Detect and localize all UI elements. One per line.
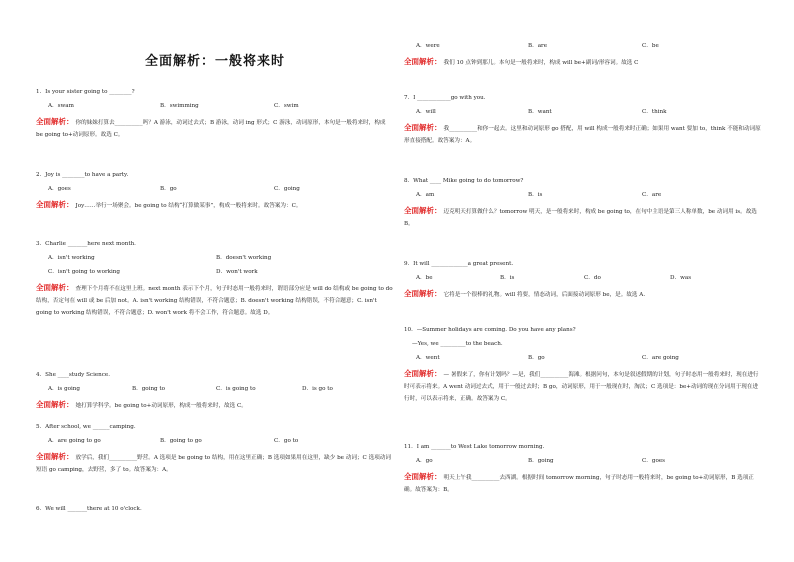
option-c: C．be: [642, 43, 659, 49]
question-stem: 5．After school, we ______camping.: [36, 424, 136, 430]
analysis-text: 查理下个月将不在这里上班。next month 表示下个月，句子时态用一般将来时，谓语部分应是 will do 结构或 be going to do 结构，否定句在 will 或 be 后加 not。A. isn't working 结构错误，不符合题意；B. doesn't working 结构错误，不符合题意；C. isn't going to working 结构错误，不符合题意；D. won't work 将不会工作，符合题意。故选 D。: [36, 286, 393, 316]
analysis-text: 我们 10 点钟到那儿。本句是一般将来时，构成 will be+副词/形容词。故选 C: [443, 60, 639, 66]
answer-label: 全面解析：: [404, 472, 442, 481]
option-b: B．is: [528, 192, 543, 198]
question-6: [36, 505, 394, 513]
option-row: [404, 457, 762, 465]
question-5: [36, 423, 394, 476]
option-row: [36, 185, 394, 193]
option-a: A．be: [416, 275, 433, 281]
option-b: B．go: [160, 186, 177, 192]
option-row: [404, 354, 762, 362]
option-d: D．is go to: [302, 386, 333, 392]
question-stem: 2．Joy is ________to have a party.: [36, 172, 129, 178]
option-d: D．won't work: [216, 269, 258, 275]
option-b: B．swimming: [160, 103, 199, 109]
answer-label: 全面解析：: [404, 123, 442, 132]
analysis-text: 明天上午我__________去西湖。根据时间 tomorrow morning，句子时态用一般将来时，be going to+动词原形，B 选项正确。故答案为：B。: [404, 475, 754, 493]
option-c: C．are: [642, 192, 662, 198]
answer-analysis: [36, 282, 394, 319]
option-a: A．will: [416, 109, 436, 115]
option-a: A．were: [416, 43, 440, 49]
option-b: B．going: [528, 458, 554, 464]
answer-analysis: [404, 368, 762, 405]
option-row: [404, 191, 762, 199]
option-c: C．swim: [274, 103, 299, 109]
option-c: C．going: [274, 186, 300, 192]
question-9: [404, 260, 762, 301]
option-a: A．isn't working: [48, 255, 95, 261]
question-10: [404, 326, 762, 405]
question-stem: 7．I ____________go with you.: [404, 95, 486, 101]
question-stem: 8．What ____ Mike going to do tomorrow?: [404, 178, 524, 184]
option-a: A．are going to go: [48, 438, 101, 444]
option-c: C．is going to: [216, 386, 256, 392]
answer-analysis: [36, 399, 394, 412]
option-c: C．think: [642, 109, 667, 115]
analysis-text: 它将是一个很棒的礼物。will 将要，情态动词，后面接动词原形 be，是。故选 A.: [443, 292, 646, 298]
option-a: A．am: [416, 192, 435, 198]
document-title: 全面解析：一般将来时: [144, 54, 285, 69]
answer-analysis: [36, 451, 394, 476]
analysis-text: 迈克明天打算做什么？tomorrow 明天，是一般将来时，构成 be going to，在句中主语是第三人称单数，be 动词用 is。故选 B。: [404, 209, 757, 227]
question-stem: 3．Charlie _______here next month.: [36, 241, 136, 247]
answer-label: 全面解析：: [404, 206, 442, 215]
answer-label: 全面解析：: [36, 400, 74, 409]
analysis-text: 你的妹妹打算去__________吗？A 游泳，动词过去式；B 游泳，动词 ing 形式；C 游泳，动词原形，本句是一般将来时，构成 be going to+动词原形。故选 C。: [36, 120, 386, 138]
answer-label: 全面解析：: [36, 117, 74, 126]
option-b: B．go: [528, 355, 545, 361]
answer-label: 全面解析：: [36, 283, 74, 292]
answer-label: 全面解析：: [36, 452, 74, 461]
option-row: [36, 385, 394, 393]
question-3: [36, 240, 394, 319]
option-c: C．goes: [642, 458, 666, 464]
option-a: A．swam: [48, 103, 74, 109]
option-c: C．do: [584, 275, 601, 281]
answer-label: 全面解析：: [404, 57, 442, 66]
analysis-text: 放学后，我们__________野营。A 选项是 be going to 结构，用在这里正确；B 选项如果用在这里，缺少 be 动词；C 选项动词短语 go camping，去野营，多了 to。故答案为：A。: [36, 455, 391, 473]
option-b: B．going to: [132, 386, 166, 392]
option-a: A．goes: [48, 186, 71, 192]
answer-analysis: [404, 288, 762, 301]
analysis-text: Joy……举行一场聚会。be going to 结构“打算做某事”，构成一般将来时。故答案为：C。: [75, 203, 302, 209]
option-row: [36, 254, 394, 262]
question-2: [36, 171, 394, 212]
answer-label: 全面解析：: [404, 369, 442, 378]
analysis-text: 她打算学科学。be going to+动词原形，构成一般将来时，故选 C。: [75, 403, 247, 409]
question-stem: 9．It will _____________a great present.: [404, 261, 514, 267]
question-stem: 4．She ____study Science.: [36, 372, 110, 378]
analysis-text: 我__________和你一起去。这里和动词原形 go 搭配，用 will 构成一般将来时正确；如果用 want 要加 to，think 不能和动词原形直接搭配。故答案为：A。: [404, 126, 761, 144]
question-8: [404, 177, 762, 230]
answer-analysis: [404, 56, 762, 69]
option-d: D．was: [670, 275, 692, 281]
option-c: C．go to: [274, 438, 299, 444]
option-row: [404, 108, 762, 116]
question-stem-line-2: —Yes, we _________to the beach.: [412, 341, 503, 347]
option-row: [404, 274, 762, 282]
question-1: [36, 88, 394, 141]
option-b: B．doesn't working: [216, 255, 272, 261]
question-stem: 6．We will _______there at 10 o'clock.: [36, 506, 142, 512]
question-11: [404, 443, 762, 496]
question-6-continued: [404, 42, 762, 69]
option-row: [404, 42, 762, 50]
question-4: [36, 371, 394, 412]
question-stem: 11．I am _______to West Lake tomorrow morning.: [404, 444, 545, 450]
answer-label: 全面解析：: [36, 200, 74, 209]
option-c: C．isn't going to working: [48, 269, 120, 275]
option-b: B．is: [500, 275, 515, 281]
answer-analysis: [36, 116, 394, 141]
option-b: B．want: [528, 109, 552, 115]
answer-analysis: [404, 471, 762, 496]
option-a: A．is going: [48, 386, 80, 392]
question-stem: 1．Is your sister going to ________?: [36, 89, 135, 95]
option-row: [36, 437, 394, 445]
option-row: [36, 102, 394, 110]
analysis-text: — 暑假来了，你有计划吗？—是，我们__________海滩。根据问句，本句是叙述假期的计划，句子时态用一般将来时，现在进行时可表示将来。A went 动词过去式，用于一般过去时；B go，动词原形，用于一般现在时，淘汰；C 选项是：be+动词的现在分词用于现在进行时，可以表示将来，正确。故答案为 C。: [404, 372, 759, 402]
answer-label: 全面解析：: [404, 289, 442, 298]
answer-analysis: [36, 199, 394, 212]
question-7: [404, 94, 762, 147]
option-a: A．went: [416, 355, 440, 361]
option-b: B．are: [528, 43, 548, 49]
question-stem: 10．—Summer holidays are coming. Do you have any plans?: [404, 327, 576, 333]
option-a: A．go: [416, 458, 433, 464]
option-row: [36, 268, 394, 276]
answer-analysis: [404, 205, 762, 230]
answer-analysis: [404, 122, 762, 147]
option-c: C．are going: [642, 355, 679, 361]
option-b: B．going to go: [160, 438, 202, 444]
